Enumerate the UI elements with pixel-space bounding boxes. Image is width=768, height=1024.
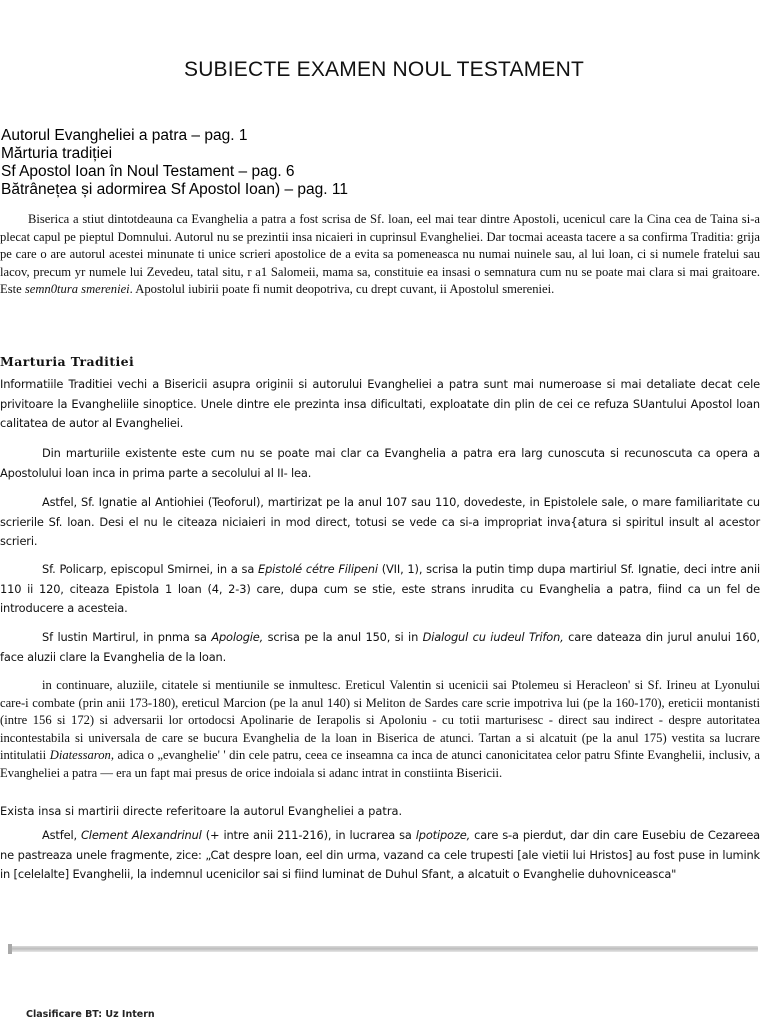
paragraph: Informatiile Traditiei vechi a Bisericii asupra originii si autorului Evangheliei a patra sunt mai numeroase si mai detaliate decat cele privitoare la Evangheliile sinoptice. Unele dintre ele prezinta insa dificultati, exploatate din plin de cei ce refuza SUantului Apostol loan calitatea de autor al Evangheliei. [0, 377, 760, 430]
paragraph-text: Sf. Policarp, episcopul Smirnei, in a sa [42, 562, 259, 576]
paragraph-text: scrisa pe la anul 150, si in [263, 630, 423, 644]
paragraph-text: (+ intre anii 211-216), in lucrarea sa [201, 828, 416, 842]
paragraph-italic-text: lpotipoze, [415, 828, 471, 842]
toc-item: Autorul Evangheliei a patra – pag. 1 [1, 127, 248, 144]
section-heading: Marturia Traditiei [0, 354, 135, 369]
paragraph-text: Astfel, [42, 828, 81, 842]
paragraph-text: Sf lustin Martirul, in pnma sa [42, 630, 212, 644]
intro-italic-text: semn0tura smereniei [24, 282, 130, 297]
toc-item: Bătrânețea și adormirea Sf Apostol Ioan) – pag. 11 [1, 181, 348, 198]
intro-paragraph [0, 211, 760, 299]
footer-divider [8, 946, 758, 952]
toc-item: Mărturia tradiției [1, 145, 113, 162]
table-of-contents [1, 127, 761, 199]
paragraph-text: care s-a pierdut, dar din care Eusebiu de Cezareea ne pastreaza unele fragmente, zice: „Cat despre loan, eel din urma, vazand ca cele trupesti [ale vietii lui Hristos] au fost puse in lumink in [celelalte] Evanghelii, la indemnul ucenicilor sai si fiind luminat de Duhul Sfant, a alcatuit o Evanghelie duhovniceasca" [0, 828, 761, 881]
paragraph [0, 628, 760, 667]
paragraph-text: care dateaza din jurul anului 160, face aluzii clare la Evanghelia de la loan. [0, 630, 761, 664]
toc-item: Sf Apostol Ioan în Noul Testament – pag. 6 [1, 163, 295, 180]
footer-classification: Clasificare BT: Uz Intern [26, 1009, 155, 1020]
paragraph [0, 826, 760, 885]
paragraph-text: adica o „evanghelie' ' din cele patru, ceea ce inseamna ca inca de atunci canonicitatea celor patru Sfinte Evanghelii, inclusiv, a Evangheliei a patra — era un fapt mai presus de orice indoiala si adanc intrat in constiinta Bisericii. [0, 748, 760, 780]
footer-divider-cap [8, 944, 12, 954]
paragraph [0, 560, 760, 619]
paragraph-italic-text: Clement Alexandrinul [81, 828, 202, 842]
paragraph-italic-text: Apologie, [211, 630, 264, 644]
paragraph-italic-text: Dialogul cu iudeul Trifon, [422, 630, 564, 644]
paragraph: Astfel, Sf. Ignatie al Antiohiei (Teoforul), martirizat pe la anul 107 sau 110, dovedeste, in Epistolele sale, o mare familiaritate cu scrierile Sf. loan. Desi el nu le citeaza niciaieri in mod direct, totusi se vede ca si-a impropriat inva{atura si spiritul insult al acestor scrieri. [0, 495, 760, 548]
paragraph-text: (VII, 1), scrisa la putin timp dupa martiriul Sf. Ignatie, deci intre anii 110 ii 120, citeaza Epistola 1 loan (4, 2-3) care, dupa cum se stie, este strans inrudita cu Evanghelia a patra, fiind ca un fel de introducere a acesteia. [0, 562, 760, 615]
intro-text: Biserica a stiut dintotdeauna ca Evanghelia a patra a fost scrisa de Sf. loan, eel mai tear dintre Apostoli, ucenicul care la Cina cea de Taina si-a plecat capul pe pieptul Domnului. Autorul nu se prezintii insa nicaieri in cuprinsul Evangheliei. Dar tocmai aceasta tacere a sa confirma Traditia: grija pe care o are autorul acestei minunate ti unice scrieri apostolice de a evita sa pomeneasca nu numai nuinele sau, al lui loan, ci si numele fratelui sau lacov, precum yr numele lui Zevedeu, tatal situ, r a1 Salomeii, mama sa, constituie ea insasi o semnatura cum nu se poate mai clara si mai graitoare. Este [0, 212, 760, 297]
intro-text-end: . Apostolul iubirii poate fi numit deopotriva, cu drept cuvant, ii Apostolul smereniei. [129, 282, 555, 297]
page-title: SUBIECTE EXAMEN NOUL TESTAMENT [183, 58, 584, 81]
paragraph-italic-text: Epistolé cétre Filipeni [258, 562, 378, 576]
paragraph: Exista insa si martirii directe referitoare la autorul Evangheliei a patra. [0, 804, 403, 818]
paragraph-text: in continuare, aluziile, citatele si mentiunile se inmultesc. Ereticul Valentin si ucenicii sai Ptolemeu si Heracleon' si Sf. Irineu at Lyonului care-i combate (prin anii 173-180), ereticul Marcion (pe la anul 140) si Meliton de Sardes care scrie impotriva lui (pe la 160-170), ereticii montanisti (intre 156 si 172) si adversarii lor ortodocsi Apolinarie de Ierapolis si Apoloniu - cu totii marturisesc - direct sau indirect - despre autoritatea incontestabila si universala de care se bucura Evanghelia de la loan in Biserica de atunci. Tartan a si alcatuit (pe la anul 175) vestita sa lucrare intitulatii [0, 678, 760, 763]
paragraph [0, 677, 760, 783]
paragraph: Din marturiile existente este cum nu se poate mai clar ca Evanghelia a patra era larg cunoscuta si recunoscuta ca opera a Apostolului loan inca in prima parte a secolului al II- lea. [0, 446, 760, 480]
paragraph-italic-text: Diatessaron, [49, 748, 114, 763]
